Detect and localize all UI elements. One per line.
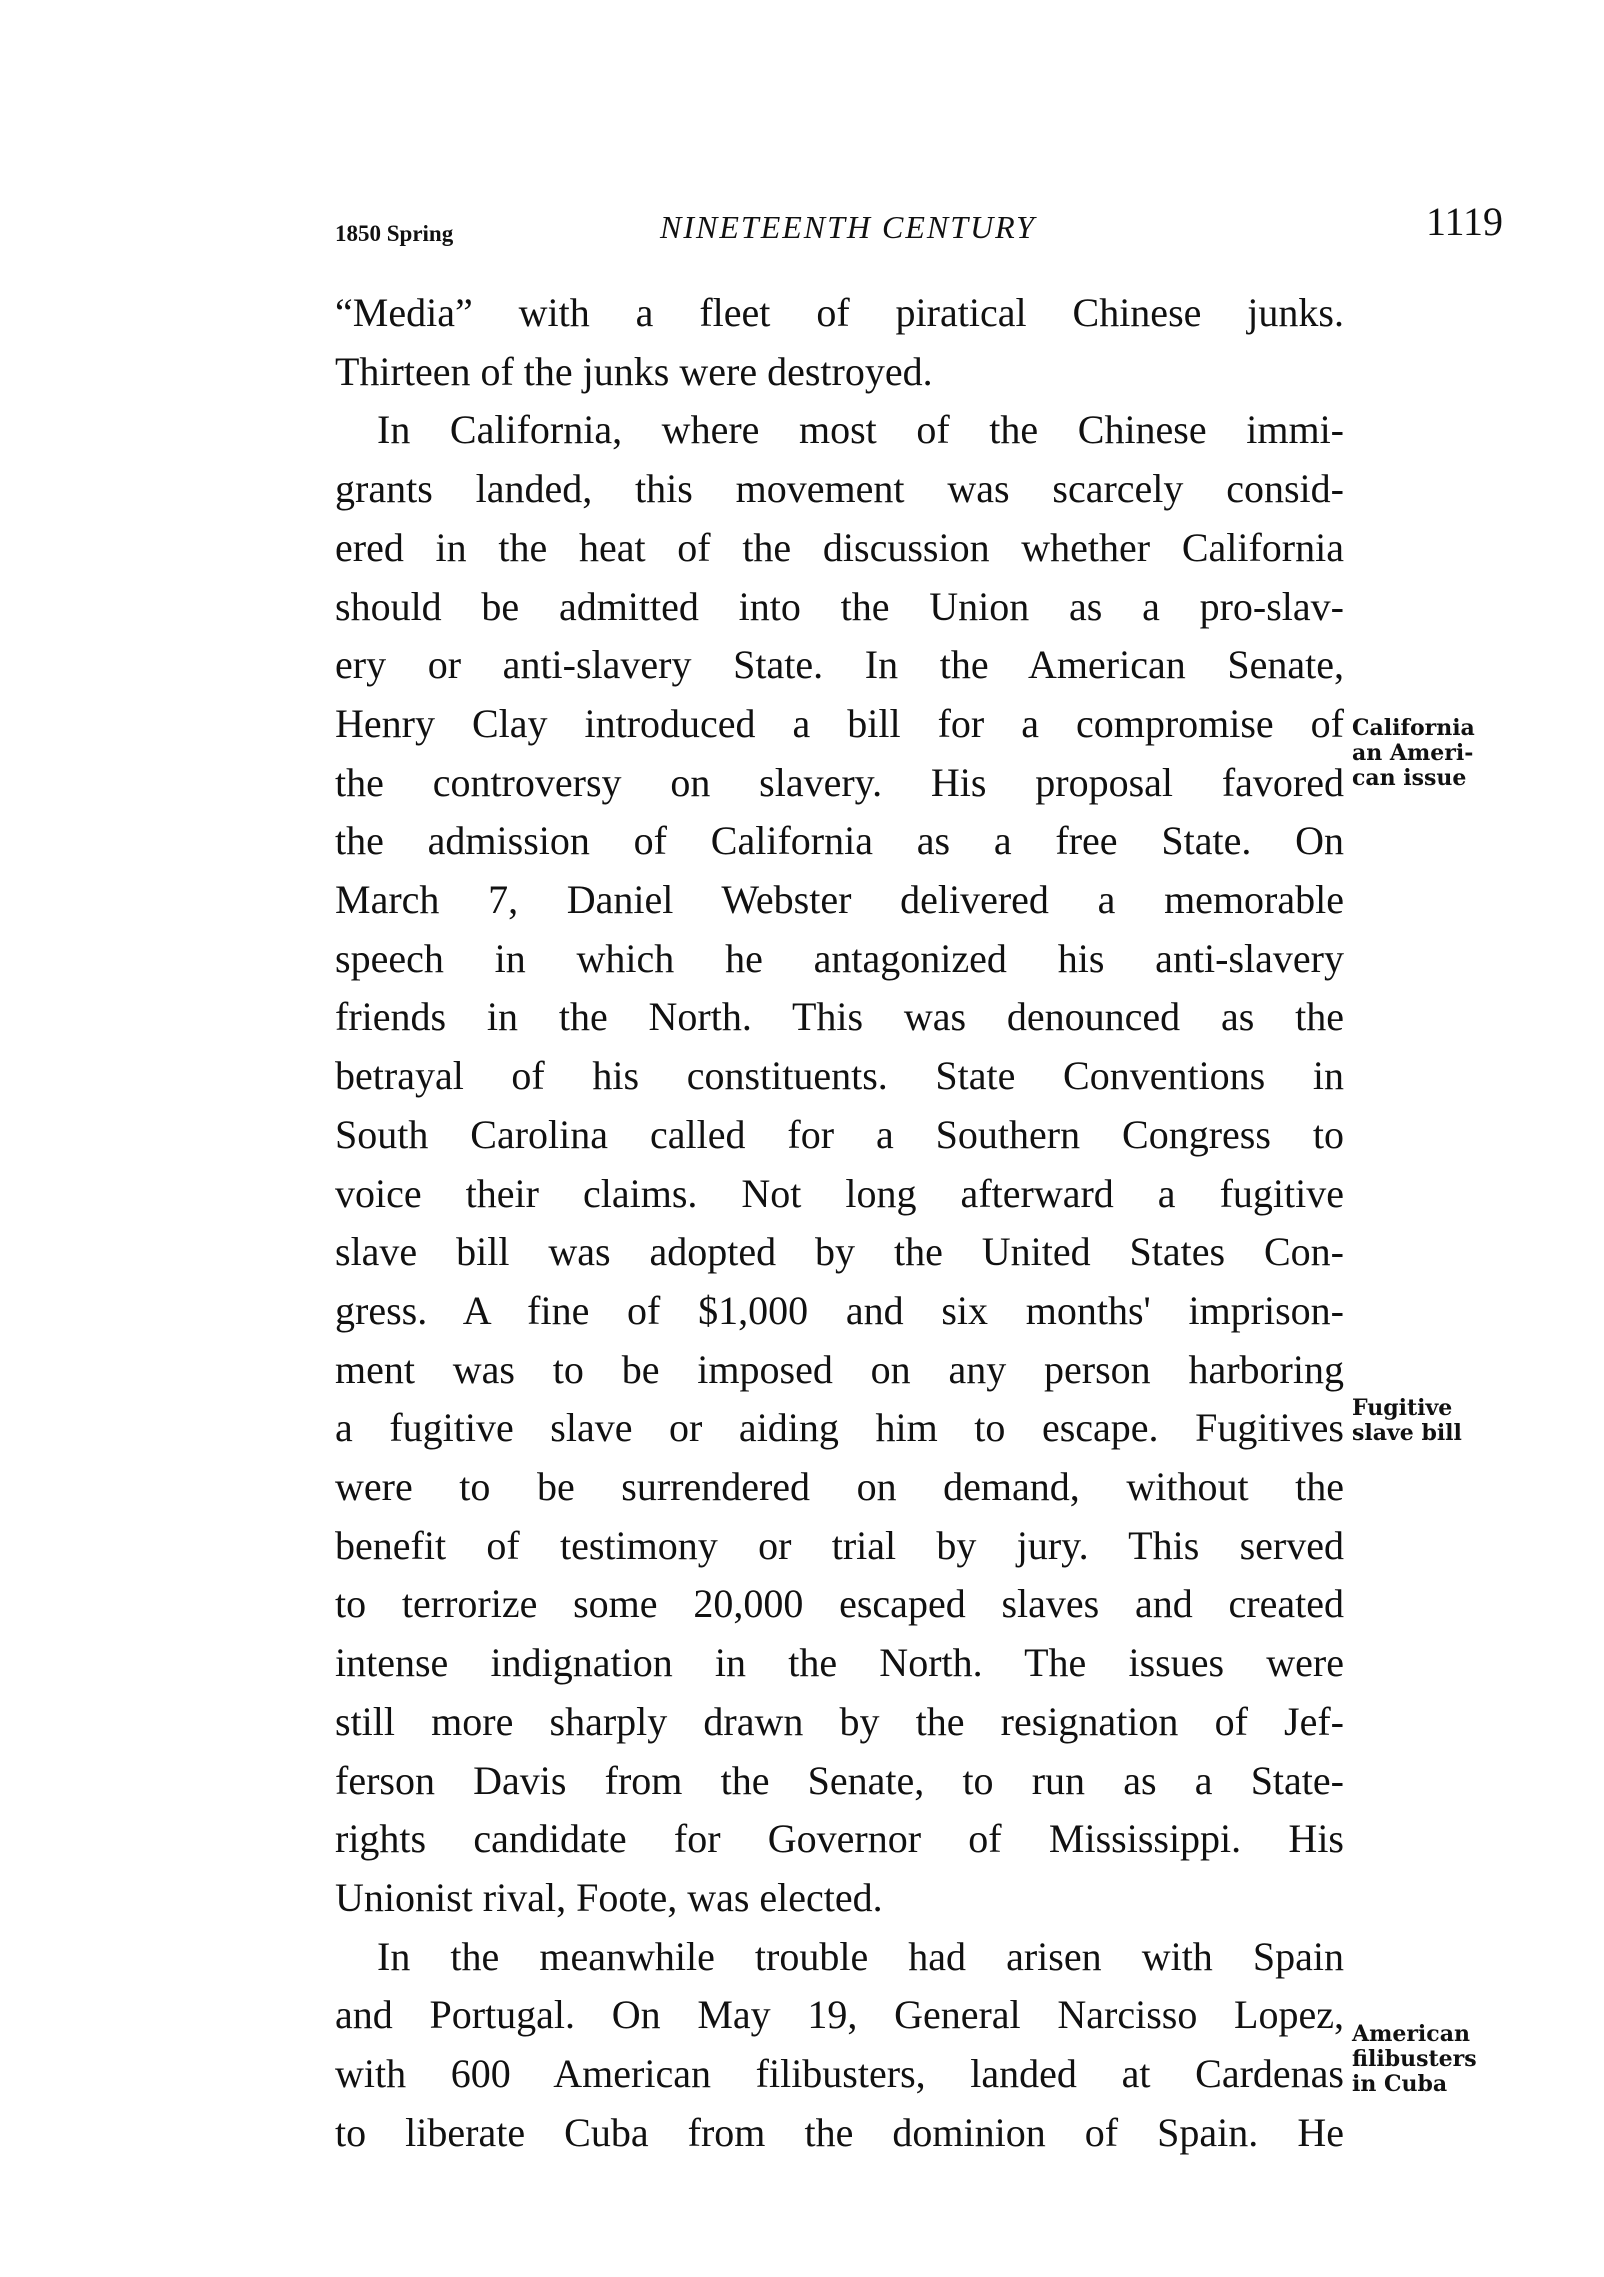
margin-note-line: an Ameri- (1352, 740, 1474, 766)
text-line: Thirteen of the junks were destroyed. (335, 348, 933, 394)
text-line: “Media” with a fleet of piratical Chinese junks. (335, 290, 1344, 335)
text-line: the controversy on slavery. His proposal favored (335, 759, 1344, 805)
text-line: slave bill was adopted by the United States Con- (335, 1229, 1344, 1275)
text-line: Unionist rival, Foote, was elected. (335, 1874, 883, 1920)
text-line: In the meanwhile trouble had arisen with Spain (377, 1933, 1344, 1979)
text-line: friends in the North. This was denounced as the (335, 994, 1344, 1040)
margin-note (1352, 2022, 1487, 2097)
text-line: ment was to be imposed on any person harboring (335, 1346, 1344, 1392)
text-line: ferson Davis from the Senate, to run as a State- (335, 1757, 1344, 1803)
text-line: Henry Clay introduced a bill for a compromise of (335, 700, 1344, 746)
text-line: to liberate Cuba from the dominion of Spain. He (335, 2109, 1344, 2155)
text-line: the admission of California as a free State. On (335, 818, 1344, 864)
margin-note (1352, 716, 1487, 791)
text-line: March 7, Daniel Webster delivered a memorable (335, 877, 1344, 922)
text-line: benefit of testimony or trial by jury. This served (335, 1522, 1344, 1568)
text-line: should be admitted into the Union as a pro-slav- (335, 583, 1344, 629)
text-line: to terrorize some 20,000 escaped slaves and created (335, 1581, 1344, 1627)
text-line: were to be surrendered on demand, without the (335, 1464, 1344, 1509)
text-line: a fugitive slave or aiding him to escape. Fugitives (335, 1405, 1344, 1451)
margin-note-line: American (1352, 2021, 1470, 2047)
text-line: rights candidate for Governor of Mississippi. His (335, 1816, 1344, 1862)
text-line: South Carolina called for a Southern Congress to (335, 1111, 1344, 1157)
margin-note-line: slave bill (1352, 1420, 1462, 1446)
text-line: and Portugal. On May 19, General Narcisso Lopez, (335, 1992, 1344, 2038)
header-title: NINETEENTH CENTURY (660, 209, 1036, 245)
margin-note-line: Fugitive (1352, 1395, 1453, 1421)
text-line: betrayal of his constituents. State Conventions in (335, 1053, 1344, 1099)
text-line: ered in the heat of the discussion whether California (335, 524, 1344, 570)
text-line: speech in which he antagonized his anti-slavery (335, 935, 1344, 981)
text-line: grants landed, this movement was scarcely consid- (335, 466, 1344, 512)
text-line: ery or anti-slavery State. In the American Senate, (335, 642, 1344, 688)
margin-note-line: California (1352, 715, 1475, 741)
margin-note-line: can issue (1352, 765, 1467, 791)
text-line: with 600 American filibusters, landed at Cardenas (335, 2051, 1344, 2096)
text-line: still more sharply drawn by the resignation of Jef- (335, 1698, 1344, 1744)
margin-note-line: in Cuba (1352, 2071, 1448, 2097)
margin-note-line: filibusters (1352, 2046, 1477, 2072)
page-number: 1119 (1426, 199, 1504, 244)
text-line: voice their claims. Not long afterward a fugitive (335, 1170, 1344, 1216)
text-line: In California, where most of the Chinese immi- (377, 407, 1344, 453)
margin-note (1352, 1396, 1487, 1446)
text-line: gress. A fine of $1,000 and six months' imprison- (335, 1287, 1344, 1333)
text-line: intense indignation in the North. The issues were (335, 1640, 1344, 1686)
header-date: 1850 Spring (335, 221, 454, 246)
